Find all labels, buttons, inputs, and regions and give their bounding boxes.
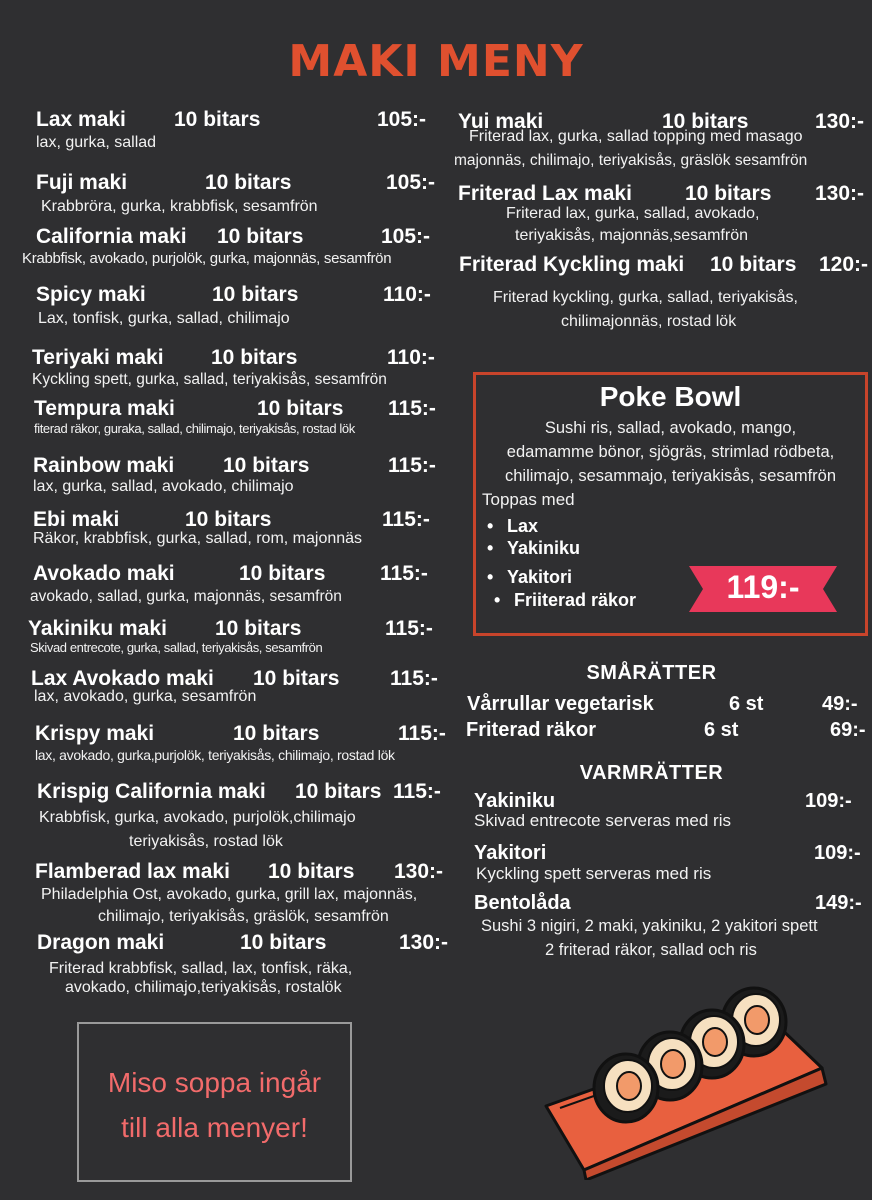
smaratt-count: 6 st [704,719,739,741]
varmratt-description: 2 friterad räkor, sallad och ris [545,941,757,959]
item-description: chilimajonnäs, rostad lök [561,313,737,330]
item-name: Rainbow maki [33,454,175,477]
item-price: 115:- [382,508,430,531]
varmratt-description: Sushi 3 nigiri, 2 maki, yakiniku, 2 yakitori spett [481,917,818,935]
menu-item-rainbow-maki [33,454,443,502]
item-description: Skivad entrecote, gurka, sallad, teriyakisås, sesamfrön [30,640,323,655]
miso-soup-note [77,1022,352,1182]
item-description: Friterad krabbfisk, sallad, lax, tonfisk, räka, [49,960,353,977]
item-description: Räkor, krabbfisk, gurka, sallad, rom, majonnäs [33,530,363,547]
item-price: 120:- [819,253,869,276]
menu-item-ebi-maki [33,508,443,556]
smaratt-price: 69:- [830,719,866,741]
item-name: Avokado maki [33,562,175,585]
poke-desc-line: chilimajo, sesammajo, teriyakisås, sesamfrön [504,467,837,485]
menu-item-lax-avokado-maki [31,667,441,715]
page-title: MAKI MENY [288,36,584,87]
item-description: avokado, chilimajo,teriyakisås, rostalök [65,979,342,996]
varmratt-description: Kyckling spett serveras med ris [476,864,712,883]
item-count: 10 bitars [257,397,344,420]
item-price: 110:- [387,346,435,369]
item-description: Krabbröra, gurka, krabbfisk, sesamfrön [41,198,318,215]
item-price: 130:- [815,110,865,133]
poke-bowl-description [476,416,865,488]
item-description: Friterad lax, gurka, sallad, avokado, [506,205,760,222]
menu-item-fuji-maki [36,171,436,219]
varmratt-description: Skivad entrecote serveras med ris [474,811,731,830]
menu-item-friterad-kyckling-maki [459,253,868,333]
smaratt-name: Vårrullar vegetarisk [467,693,654,715]
menu-item-krispig-california-maki [37,780,447,856]
item-count: 10 bitars [710,253,797,276]
item-description: majonnäs, chilimajo, teriyakisås, gräslök sesamfrön [454,152,808,169]
item-price: 130:- [394,860,444,883]
item-count: 10 bitars [205,171,292,194]
varmratt-price: 149:- [815,892,862,914]
menu-item-tempura-maki [34,397,444,445]
menu-item-friterad-lax-maki [458,182,868,244]
sushi-rolls-on-board-icon [540,980,840,1180]
miso-note-text [79,1060,350,1150]
item-price: 130:- [815,182,865,205]
item-count: 10 bitars [212,283,299,306]
item-count: 10 bitars [253,667,340,690]
item-count: 10 bitars [268,860,355,883]
item-name: Yakiniku maki [28,617,167,640]
miso-note-line: Miso soppa ingår [107,1067,322,1098]
menu-item-spicy-maki [36,283,436,331]
item-price: 130:- [399,931,449,954]
poke-bowl-price: 119:- [726,569,800,605]
item-description: Kyckling spett, gurka, sallad, teriyakisås, sesamfrön [32,371,387,388]
varmratt-name: Yakitori [474,842,547,864]
item-description: lax, avokado, gurka,purjolök, teriyakisås, chilimajo, rostad lök [35,747,395,763]
item-count: 10 bitars [239,562,326,585]
item-name: Yui maki [458,110,544,133]
item-name: Spicy maki [36,283,146,306]
item-name: Krispy maki [35,722,155,745]
item-description: teriyakisås, majonnäs,sesamfrön [515,227,748,244]
item-price: 105:- [377,108,427,131]
menu-item-avokado-maki [30,562,440,610]
item-price: 115:- [388,397,436,420]
item-name: Friterad Kyckling maki [459,253,685,276]
item-description: Krabbfisk, gurka, avokado, purjolök,chilimajo [39,809,356,826]
item-count: 10 bitars [223,454,310,477]
topping-item: • Friiterad räkor [514,590,636,611]
item-description: Krabbfisk, avokado, purjolök, gurka, majonnäs, sesamfrön [22,250,392,267]
varmratt-name: Bentolåda [474,892,571,914]
smaratt-price: 49:- [822,693,858,715]
item-price: 115:- [385,617,433,640]
menu-item-dragon-maki [37,931,447,1001]
item-name: Friterad Lax maki [458,182,632,205]
item-description: Lax, tonfisk, gurka, sallad, chilimajo [38,310,290,327]
topping-item: • Yakiniku [507,538,580,559]
item-count: 10 bitars [233,722,320,745]
smaratter-heading: SMÅRÄTTER [586,662,717,684]
varmratter-heading: VARMRÄTTER [579,762,724,784]
item-name: Tempura maki [34,397,175,420]
item-description: teriyakisås, rostad lök [129,833,283,850]
item-name: California maki [36,225,187,248]
item-count: 10 bitars [240,931,327,954]
item-name: Lax maki [36,108,126,131]
item-price: 115:- [393,780,441,803]
poke-desc-line: Sushi ris, sallad, avokado, mango, [544,419,797,437]
item-count: 10 bitars [185,508,272,531]
item-price: 115:- [388,454,436,477]
item-description: lax, gurka, sallad, avokado, chilimajo [33,478,294,495]
topping-item: • Lax [507,516,538,537]
item-name: Ebi maki [33,508,120,531]
menu-item-yui-maki [454,110,868,172]
item-description: Friterad kyckling, gurka, sallad, teriyakisås, [493,289,798,306]
item-name: Fuji maki [36,171,128,194]
item-description: fiterad räkor, guraka, sallad, chilimajo, teriyakisås, rostad lök [34,421,355,436]
item-count: 10 bitars [685,182,772,205]
item-name: Lax Avokado maki [31,667,214,690]
menu-item-flamberad-lax-maki [35,860,445,930]
item-description: Friterad lax, gurka, sallad topping med masago [469,128,803,145]
item-price: 115:- [380,562,428,585]
menu-item-lax-maki [36,108,436,156]
poke-bowl-title: Poke Bowl [599,381,742,412]
toppings-label: Toppas med [482,490,575,509]
item-description: Philadelphia Ost, avokado, gurka, grill lax, majonnäs, [41,886,418,903]
menu-item-california-maki [22,225,452,273]
menu-item-yakiniku-maki [28,617,438,665]
item-description: lax, avokado, gurka, sesamfrön [34,688,257,705]
smaratt-count: 6 st [729,693,764,715]
varmratt-price: 109:- [814,842,861,864]
topping-item: • Yakitori [507,567,572,588]
item-count: 10 bitars [295,780,382,803]
item-price: 105:- [381,225,431,248]
item-price: 110:- [383,283,431,306]
item-name: Flamberad lax maki [35,860,230,883]
item-count: 10 bitars [662,110,749,133]
item-count: 10 bitars [215,617,302,640]
item-name: Teriyaki maki [32,346,164,369]
item-price: 115:- [398,722,446,745]
item-description: lax, gurka, sallad [36,134,157,151]
poke-bowl-price-tag [689,566,837,612]
item-price: 105:- [386,171,436,194]
poke-desc-line: edamamme bönor, sjögräs, strimlad rödbeta, [506,443,835,461]
item-count: 10 bitars [217,225,304,248]
item-name: Dragon maki [37,931,165,954]
varmratt-price: 109:- [805,790,852,812]
menu-item-krispy-maki [35,722,455,770]
miso-note-line: till alla menyer! [121,1112,308,1143]
item-count: 10 bitars [211,346,298,369]
item-name: Krispig California maki [37,780,266,803]
varmratt-name: Yakiniku [474,790,556,812]
item-description: chilimajo, teriyakisås, gräslök, sesamfrön [98,908,389,925]
item-description: avokado, sallad, gurka, majonnäs, sesamfrön [30,588,342,605]
item-price: 115:- [390,667,438,690]
menu-item-teriyaki-maki [32,346,442,394]
item-count: 10 bitars [174,108,261,131]
smaratt-name: Friterad räkor [466,719,597,741]
